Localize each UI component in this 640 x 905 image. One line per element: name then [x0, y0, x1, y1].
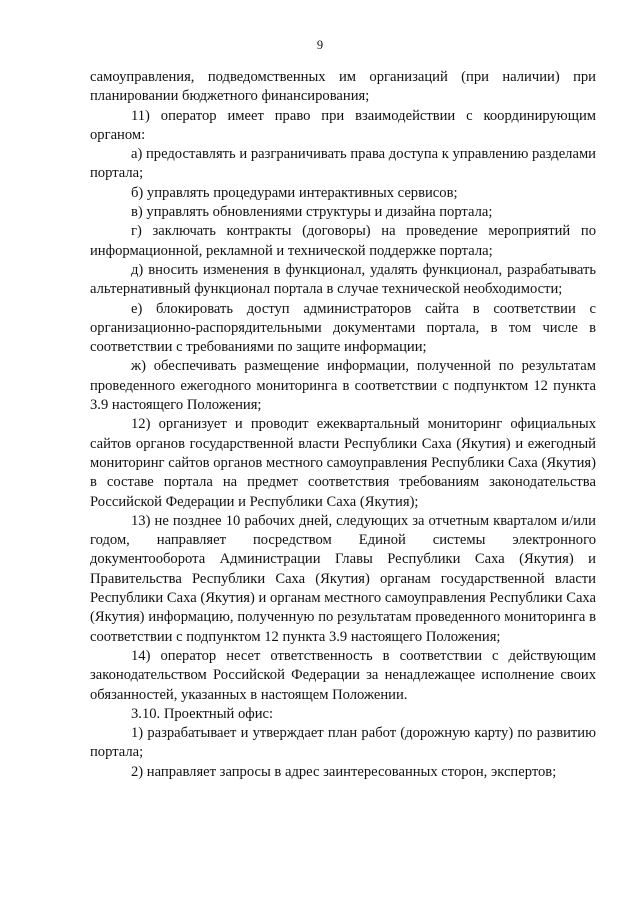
paragraph-item-12: 12) организует и проводит ежеквартальный мониторинг официальных сайтов органов государственной власти Республики Саха (Якутия) и ежегодный мониторинг сайтов органов местного самоуправления Республики Саха (Якутия) в составе портала на предмет соответствия требованиям законодательства Российской Федерации и Республики Саха (Якутия); [90, 416, 596, 510]
paragraph-subitem-g: г) заключать контракты (договоры) на проведение мероприятий по информационной, рекламной и технической поддержке портала; [90, 223, 596, 259]
paragraph-subitem-b: б) управлять процедурами интерактивных сервисов; [131, 184, 458, 201]
paragraph-subitem-zh: ж) обеспечивать размещение информации, полученной по результатам проведенного ежегодного мониторинга в соответствии с подпунктом 12 пункта 3.9 настоящего Положения; [90, 358, 596, 414]
paragraph-item-14: 14) оператор несет ответственность в соответствии с действующим законодательством Российской Федерации за ненадлежащее исполнение своих обязанностей, указанных в настоящем Положении. [90, 647, 596, 703]
paragraph-office-item-1: 1) разрабатывает и утверждает план работ (дорожную карту) по развитию портала; [90, 725, 596, 761]
page-number: 9 [316, 38, 324, 52]
paragraph-item-11: 11) оператор имеет право при взаимодействии с координирующим органом: [90, 107, 596, 143]
paragraph-continuation: самоуправления, подведомственных им организаций (при наличии) при планировании бюджетного финансирования; [90, 69, 596, 105]
paragraph-subitem-d: д) вносить изменения в функционал, удалять функционал, разрабатывать альтернативный функционал портала в случае технической необходимости; [90, 261, 596, 298]
paragraph-subitem-v: в) управлять обновлениями структуры и дизайна портала; [131, 204, 493, 221]
section-heading-3-10: 3.10. Проектный офис: [131, 705, 274, 722]
paragraph-item-13: 13) не позднее 10 рабочих дней, следующих за отчетным кварталом и/или годом, направляет посредством Единой системы электронного документооборота Администрации Главы Республики Саха (Якутия) и Правительства Республики Саха (Якутия) органам государственной власти Республики Саха (Якутия) и органам местного самоуправления Республики Саха (Якутия) информацию, полученную по результатам проведенного мониторинга в соответствии с подпунктом 12 пункта 3.9 настоящего Положения; [90, 512, 596, 645]
paragraph-office-item-2: 2) направляет запросы в адрес заинтересованных сторон, экспертов; [131, 763, 557, 780]
paragraph-subitem-e: е) блокировать доступ администраторов сайта в соответствии с организационно-распорядительными документами портала, в том числе в соответствии с требованиями по защите информации; [90, 300, 596, 356]
document-body [90, 68, 596, 782]
paragraph-subitem-a: а) предоставлять и разграничивать права доступа к управлению разделами портала; [90, 146, 596, 182]
